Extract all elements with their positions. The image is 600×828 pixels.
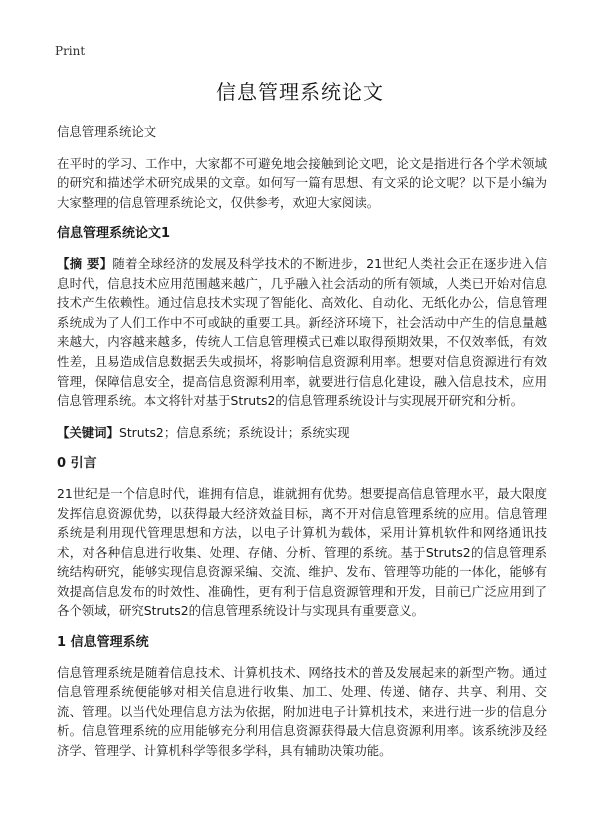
section-heading-info-system: 1 信息管理系统 (57, 635, 149, 651)
abstract-paragraph (57, 254, 547, 411)
keywords-text: Struts2；信息系统；系统设计；系统实现 (118, 424, 350, 440)
keywords-paragraph (57, 423, 547, 443)
intro-paragraph: 在平时的学习、工作中，大家都不可避免地会接触到论文吧，论文是指进行各个学术领域的研究和描述学术研究成果的文章。如何写一篇有思想、有文采的论文呢？以下是小编为大家整理的信息管理系统论文，仅供参考，欢迎大家阅读。 (57, 155, 547, 210)
section-heading-introduction: 0 引言 (57, 456, 97, 472)
print-link[interactable]: Print (55, 44, 86, 58)
document-subtitle: 信息管理系统论文 (57, 124, 157, 139)
document-body (57, 122, 547, 773)
info-system-paragraph: 信息管理系统是随着信息技术、计算机技术、网络技术的普及发展起来的新型产物。通过信息管理系统便能够对相关信息进行收集、加工、处理、传递、储存、共享、利用、交流、管理。以当代处理信息方法为依据，附加进电子计算机技术，来进行进一步的信息分析。信息管理系统的应用能够充分利用信息资源获得最大信息资源利用率。该系统涉及经济学、管理学、计算机科学等很多学科，具有辅助决策功能。 (57, 664, 547, 759)
introduction-paragraph: 21世纪是一个信息时代，谁拥有信息，谁就拥有优势。想要提高信息管理水平，最大限度发挥信息资源优势，以获得最大经济效益目标，离不开对信息管理系统的应用。信息管理系统是利用现代管理思想和方法，以电子计算机为载体，采用计算机软件和网络通讯技术，对各种信息进行收集、处理、存储、分析、管理的系统。基于Struts2的信息管理系统结构研究，能够实现信息资源采编、交流、维护、发布、管理等功能的一体化，能够有效提高信息发布的时效性、准确性，更有利于信息资源管理和开发，目前已广泛应用到了各个领域，研究Struts2的信息管理系统设计与实现具有重要意义。 (57, 485, 547, 619)
abstract-label: 【摘 要】 (57, 255, 113, 271)
section-heading-paper-1: 信息管理系统论文1 (57, 226, 171, 242)
page-title: 信息管理系统论文 (216, 80, 384, 104)
abstract-text: 随着全球经济的发展及科学技术的不断进步，21世纪人类社会正在逐步进入信息时代，信息技术应用范围越来越广，几乎融入社会活动的所有领域，人类已开始对信息技术产生依赖性。通过信息技术实现了智能化、高效化、自动化、无纸化办公，信息管理系统成为了人们工作中不可或缺的重要工具。新经济环境下，社会活动中产生的信息量越来越大，内容越来越多，传统人工信息管理模式已难以取得预期效果，不仅效率低，有效性差，且易造成信息数据丢失或损坏，将影响信息资源利用率。想要对信息资源进行有效管理，保障信息安全，提高信息资源利用率，就要进行信息化建设，融入信息技术，应用信息管理系统。本文将针对基于Struts2的信息管理系统设计与实现展开研究和分析。 (57, 255, 547, 409)
keywords-label: 【关键词】 (57, 424, 119, 440)
